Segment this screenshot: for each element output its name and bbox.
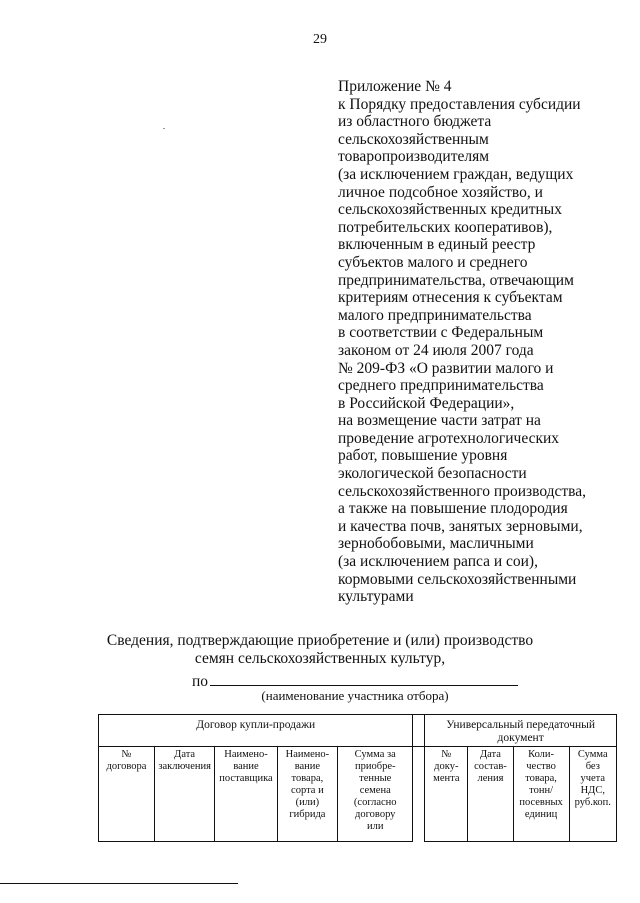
contract-group-header: Договор купли-продажи (99, 715, 413, 747)
column-header: Сумма за приобре- тенные семена (согласно договору или (338, 747, 413, 842)
participant-name-blank (210, 671, 518, 686)
by-prefix: по (192, 673, 209, 690)
title-line-2: семян сельскохозяйственных культур, (194, 650, 446, 667)
appendix-line: из областного бюджета (338, 113, 492, 131)
column-header: № договора (99, 747, 155, 842)
upd-group-header: Универсальный передаточный документ (425, 715, 617, 747)
scan-speck (163, 128, 165, 129)
table-column-gap (413, 715, 425, 747)
appendix-line: сельскохозяйственным (338, 130, 489, 148)
participant-name-caption: (наименование участника отбора) (261, 688, 449, 703)
appendix-line: предпринимательства, отвечающим (338, 271, 574, 289)
appendix-line: проведение агротехнологических (338, 429, 560, 447)
appendix-line: культурами (338, 588, 414, 606)
table-column-header-row (99, 747, 617, 842)
appendix-line: в соответствии с Федеральным (338, 324, 544, 342)
appendix-line: к Порядку предоставления субсидии (338, 95, 581, 113)
table-group-header-row (99, 715, 617, 747)
appendix-line: сельскохозяйственных кредитных (338, 201, 562, 219)
appendix-line: сельскохозяйственного производства, (338, 482, 587, 500)
column-header: Сумма без учета НДС, руб.коп. (569, 747, 616, 842)
appendix-line: личное подсобное хозяйство, и (338, 183, 543, 201)
seed-info-table (98, 714, 617, 842)
appendix-line: законом от 24 июля 2007 года (338, 341, 534, 359)
column-header: № доку- мента (425, 747, 468, 842)
appendix-line: Приложение № 4 (338, 78, 452, 95)
appendix-line: № 209-ФЗ «О развитии малого и (338, 359, 554, 377)
appendix-line: и качества почв, занятых зерновыми, (338, 517, 583, 535)
appendix-line: в Российской Федерации», (338, 394, 515, 412)
appendix-line: зернобобовыми, масличными (338, 535, 534, 553)
appendix-line: товаропроизводителям (338, 148, 490, 166)
column-header: Дата состав- ления (468, 747, 513, 842)
column-header: Наимено- вание поставщика (215, 747, 277, 842)
column-header: Наимено- вание товара, сорта и (или) гибрида (277, 747, 337, 842)
appendix-line: на возмещение части затрат на (338, 412, 541, 430)
appendix-line: малого предпринимательства (338, 306, 532, 324)
appendix-line: субъектов малого и среднего (338, 253, 528, 271)
table-column-gap (413, 747, 425, 842)
footnote-separator (0, 883, 238, 884)
column-header: Коли- чество товара, тонн/ посевных единиц (513, 747, 569, 842)
appendix-line: среднего предпринимательства (338, 377, 544, 395)
appendix-header (338, 78, 628, 606)
page-number: 29 (313, 32, 327, 47)
appendix-line: кормовыми сельскохозяйственными (338, 570, 577, 588)
appendix-line: (за исключением рапса и сои), (338, 553, 538, 571)
column-header: Дата заключения (154, 747, 214, 842)
appendix-line: критериям отнесения к субъектам (338, 289, 563, 307)
appendix-line: потребительских кооперативов), (338, 218, 553, 236)
appendix-line: а также на повышение плодородия (338, 500, 568, 518)
document-title (0, 632, 640, 668)
title-line-1: Сведения, подтверждающие приобретение и (или) производство (106, 632, 534, 649)
appendix-line: включенным в единый реестр (338, 236, 536, 254)
appendix-line: работ, повышение уровня (338, 447, 508, 465)
appendix-line: (за исключением граждан, ведущих (338, 165, 574, 183)
appendix-line: экологической безопасности (338, 465, 527, 483)
